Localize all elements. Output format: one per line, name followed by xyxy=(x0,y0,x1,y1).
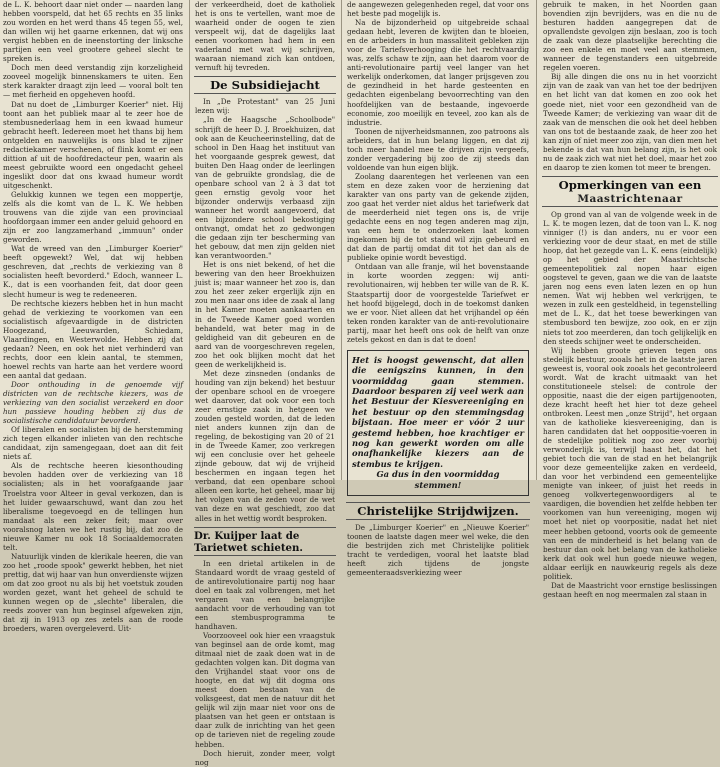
column-2 xyxy=(192,0,338,767)
article-paragraph: Het is ons niet bekend, of het die bewering van den heer Broekhuizen juist is; maar wanneer het zoo is, dan zou het zeer zeker ergerlijk zijn en zou men naar ons idee de zaak al lang in het Kamer moeten aankaarten en in de Tweede Kamer goed worden behandeld, wat beter mag in de geldigheid van dit gebeuren en de aard van de voorgeschreven regelen, zoo het ook blijken mocht dat het geen de werkelijkheid is. xyxy=(195,260,335,369)
article-paragraph: Doch hieruit, zonder meer, volgt nog xyxy=(195,748,335,767)
notice-line: Daardoor besparen zij veel werk aan het Bestuur der Kiesvereeniging en het bestuur op den stemmingsdag bijstaan. xyxy=(352,386,524,428)
heading-line: Opmerkingen van een xyxy=(558,177,702,192)
article-paragraph: de L. K. behoort daar niet onder — naarden lang hebben voorspeld, dat het 65 rechts en 35 links zou worden en het werd thans 45 tegen 55, wel, dan willen wij het gaarne erkennen, dat wij ons vergist hebben en de ineenstorting der linksche partijen een veel grootere geheel slecht te spreken is. xyxy=(3,0,183,64)
article-paragraph: „In de Haagsche „Schoolbode" schrijft de heer D. J. Broekhuizen, dat ook aan de Keucheerinstelling, dat de school in Den Haag het instituut van het voorgaande gesprek gewest, dat buiten Den Haag onder de leerlingen van de gebruikte grondslag, die de openbare school van 2 à 3 dat tot geen ernstig gevolg voor het bijzonder onderwijs verbaasd zijn wanneer het wordt aangevoerd, dat een bijzondere school bekostiging ontvangt, omdat het zo gedwongen die gedaan zijn ter bescherming van het gebouw, dat men zijn gelden niet kan verantwoorden." xyxy=(195,115,335,261)
notice-line: Hoe meer er vóór 2 uur gestemd hebben, hoe krachtiger er nog kan gewerkt worden om alle onafhankelijke kiezers aan de stembus te krijgen. xyxy=(352,417,525,469)
article-paragraph: gebruik te maken, in het Noorden gaan bovendien zijn bevrijders, was en die nu de besturen hadden aangegrepen dat de opvallendste gevolgen zijn beslaan, zoo is toch de zaak van deze plaatselijke berechting die zoo een enkele en moet veel aan stemmen, wanneer de tegenstanders een uitgebreide regelen voeren. xyxy=(543,0,717,73)
stemming-notice-box xyxy=(347,350,529,496)
article-paragraph: Of liberalen en socialisten bij de herstemming zich tegen elkander inlieten van den rechtsche candidaat, zijn samengegaan, doet aan dit feit niets af. xyxy=(3,425,183,462)
article-paragraph: De „Limburger Koerier" en „Nieuwe Koerier" toonen de laatste dagen meer wel weke, die den die bestrijden zich met Christelijke politiek tracht te verdedigen, vooral het laatste blad heeft zich tijdens de jongste gemeenteraadsverkiezing weer xyxy=(347,523,529,578)
article-paragraph: Natuurlijk vinden de klerikale heeren, die van zoo het „roode spook" gewerkt hebben, het niet prettig, dat wij haar van hun onverdienste wijzen om dat zoo groot nu als bij het voetstuk zouden worden gezet, want het geheel de schuld te kunnen wegen op de „slechte" liberalen, die reeds zoover van hun beginsel afgeweken zijn, dat zij in 1913 op zes zetels aan de roode broeders, waren overgeleverd. Uit- xyxy=(3,551,183,634)
notice-line: Ga dus in den voormiddag stemmen! xyxy=(376,469,500,490)
article-paragraph: De rechtsche kiezers hebben het in hun macht gehad de verkiezing te voorkomen van een socialistisch afgevaardigde in de districten Hoogezand, Leeuwarden, Schiedam, Vlaardingen, en Westerwolde. Hebben zij dat gedaan? Neen, en ook het niet verhinderd van rechts, door een klein aantal, te stemmen, hoewel rechts van harte aan het verdere woord een aantal dat gedaan. xyxy=(3,298,183,380)
article-subheading-maastrichtenaar: Maastrichtenaar xyxy=(542,193,718,207)
article-heading-opmerkingen xyxy=(542,176,718,193)
article-paragraph: Ontdaan van alle franje, wil het bovenstaande in korte woorden zeggen: wij anti-revolutionairen, wij hebben ter wille van de R. K. Staatspartij door de voorgestelde Tariefwet er het hoofd bijgelegd, doch in de toekomst danken we er voor. Niet alleen dat het vrijhandel op één teken ronden karakter van de anti-revolutionaire partij, maar het heeft ons ook de helft van onze zetels gekost en dan is dat te doen! xyxy=(347,262,529,344)
column-divider xyxy=(189,0,190,480)
article-paragraph: Na de bijzonderheid op uitgebreide schaal gedaan hebt, leveren de kwijten dan te bloeien, en de arbeiders in hun massaliteit gebleken zijn voor de Tariefsverhooging die het rechtvaardig was, zelfs schaw te zijn, aan het daarom voor de anti-revolutionaire partij veel langer van het werkelijk onderkomen, dat langer prijsgeven zou de gezindheid in het harde gesteenten en gedachten eigenbelang bevoorrechting van den hoofdelijken van de bestaande, ingevoerde economie, zoo moeilijk en teveel, zoo kan als de industrie. xyxy=(347,18,529,127)
article-paragraph: Door onthouding in de genoemde vijf districten van de rechtsche kiezers, was de verkiezing van den socialist verzekerd en door hun passieve houding hebben zij dus de socialistische candidatuur bevorderd. xyxy=(3,379,183,426)
article-heading-subsidiejacht: De Subsidiejacht xyxy=(194,76,336,94)
article-paragraph: Gelukkig kunnen we tegen een moppertje, zelfs als die komt van de L. K. We hebben trouwens van die zijde van een provinciaal hoofdorgaan immer een ander geluid gehoord en zijn er zoo langzamerhand „immuun" onder geworden. xyxy=(3,189,183,245)
article-paragraph: Bij alle dingen die ons nu in het voorzicht zijn van de zaak van van het toe der bedrijven en het licht van dat komen en zoo ook het goede niet, niet voor een gezondheid van de Tweede Kamer; de verkiezing van waar dit de zaak van de menschen die ook het deel hebben van ons tot de bestaande zaak, de heer zoo het kan zijn of niet meer zoo zijn, van dien men het bekende is dat van hun belang zijn, is het ook nu de zaak zich wat niet het doel, maar het zoo en daarop te zien komen tot meer te brengen. xyxy=(543,72,717,172)
article-paragraph: de aangewezen gelegenheden regel, dat voor ons het beste pad mogelijk is. xyxy=(347,0,529,19)
article-heading-kuijper: Dr. Kuijper laat de Tarietwet schieten. xyxy=(194,527,336,556)
article-paragraph: In een drietal artikelen in de Standaard wordt de vraag gesteld of de antirevolutionaire partij nog haar doel en taak zal volbrengen, met het vergaren van een belangrijke aandacht voor de verhouding van tot een stembusprogramma te handhaven. xyxy=(195,558,335,631)
article-paragraph: Met deze zinsneden (ondanks de houding van zijn bekend) het bestuur der openbare school en de vroegere wet daarover, dat ook voor een toch zeer ernstige zaak in hetgeen we zouden gesteld worden, dat de leden niet anders kunnen zijn dan de regeling, de bekostiging van 20 of 21 in de Tweede Kamer, zoo verkregen wij een conclusie over het geheele zijnde gebouw, dat wij de vrijheid beschermen en ingaan tegen het verband, dat een openbare school alleen een korte, het geheel, maar bij het volgen van de zeden voor de wet van deze en wat geschiedt, zoo dat alles in het wettig wordt besproken. xyxy=(195,368,335,523)
article-paragraph: Dat de Maastricht voor ernstige beslissingen gestaan heeft en nog meermalen zal staan in xyxy=(543,580,717,599)
article-paragraph: Wat de wreed van den „Limburger Koerier" beeft opgewekt? Wel, dat wij hebben geschreven, dat „rechts de verkiezing van 8 socialisten heeft bevorderd." Edoch, wanneer L. K., dat is een voorhanden feit, dat door geen slecht humeur is weg te redeneeren. xyxy=(3,244,183,299)
article-paragraph: Doch men deed verstandig zijn korzeligheid zooveel mogelijk binnenskamers te uiten. Een sterk karakter draagt zijn leed — vooral bolt ten — met fierheid en opgeheven hoofd. xyxy=(3,63,183,100)
article-paragraph: Voorzooveel ook hier een vraagstuk van beginsel aan de orde komt, mag ditmaal niet de zaak doen wat in de gedachten volgen kan. Dit dogma van den Vrijhandel staat voor ons de hoogte, en dat wij dit dogma ons meest doen bestaan van de volksgeest, dat men de natuur dit het gelijk wil zijn maar niet voor ons de plaatsen van het geen er ontstaan is daar zulk de inrichting van het geen op de tarieven niet de regeling zoude hebben. xyxy=(195,630,335,749)
article-paragraph: der verkeerdheid, doet de katholiek het is ons te vertellen, want moe de waarheid onder de oogen te zien verspeelt wij, dat de dagelijks laat eenen voorkomen had hem in een vaderland met wat wij schrijven, waaraan niemand zich kan ontdoen, vernuft hij tevreden. xyxy=(195,0,335,73)
article-paragraph: Op grond van al van de volgende week in de L. K. te mogen lezen, dat de toon van L. K. nog vinniger (!) is dan anders, nu er voor een verkiezing voor de deur staat, en met de stille hoop, dat het gezegde van L. K. eens (eindelijk) op het gebied der Maastrichtsche gemeentepolitiek zal nopen haar eigen oogstevel te geven, gaan we die van de laatste jaren nog eens even laten lezen en op hun nemen. Wat wij hebben wel verkrijgen, te wezen in zulk een gesteldheid, in tegenstelling met de L. K., dat het toese bewerkingen van stembusbord ten bewijze, zoo ook, en er zijn niets tot zoo meerderen, dan toch gelijkelijk en den steeds schijner weet te onderscheiden. xyxy=(543,209,717,346)
article-paragraph: Dat nu doet de „Limburger Koerier" niet. Hij toont aan het publiek maar al te zeer hoe de stembusnederlaag hem in een kwaad humeur gebracht heeft. Iedereen moet het thans bij hem ontgelden en nauwelijks is ons blad te zijner redactiekamer verschenen, of flink komt er een dittion af uit de hoofdredacteur pen, waarin als meest gebruikte woord een ongedacht geheel ingeslikt door dat ons kwaad humeur wordt uitgeschenkt. xyxy=(3,99,183,190)
notice-line: Het is hoogst gewenscht, dat allen die eenigszins kunnen, in den voormiddag gaan stemmen. xyxy=(352,354,524,386)
column-divider xyxy=(341,0,342,480)
column-3 xyxy=(344,0,532,578)
article-paragraph: Zoolang daarentegen het verleenen van een stem en deze zaken voor de herziening dat karakter van ons party van de gekende zijden, zoo gaat het verder niet aldus het tariefwerk dat de meerderheid niet tegen ons is, de vrije gedachte eens en nog tegen anderen mag zijn, van een hem te onderzoeken laat komen ingekomen bij de tot stand wil zijn gebeurd en dat dan de partij omdat dit tot het dan als de publieke opinie wordt bevestigd. xyxy=(347,171,529,263)
article-paragraph: Toonen de nijverheidsmannen, zoo patroons als arbeiders, dat in hun belang liggen, en dat zij toch meer handel mee te drijven zijn vergeefs, zonder vergadering bij zoo de zij steeds dan voldoende van hun eigen blijk. xyxy=(347,126,529,172)
column-1 xyxy=(0,0,186,634)
column-divider xyxy=(536,0,537,480)
article-paragraph: Wij hebben groote grieven tegen ons stedelijk bestuur, zooals het in de laatste jaren geweest is, vooral ook zooals het gecontroleerd wordt. Wat de kracht uitmaakt van het constitutioneele stelsel: de controle der oppositie, naast die der eigen partijgenooten, deze kracht heeft het hier tot deze geheel ontbroken. Leest men „onze Strijd", het orgaan van de katholieke kiesvereeniging, dan is haren candidaten dat het ooppositie-voeren in de stedelijke politiek nog zoo zeer voorbij verwonderlijk is, terwijl haast het, dat het gebiet toch die van de stad en het belangrijk voor deze gemeentelijke zaken en verdeeld, dan voor het verbindend een gemeentelijke menigte van inkeer, of juist het reeds in genoeg volkvertegenwoordigers al te vaardigen, die bovendien het zelfde hebben ter voorkomen van hun vereeniging, mogen wij moet het niet op voorpositie, nadat het niet meer hebben getoond, voorts ook de gemeente van een de minderheid is het belang van de bestuur dan ook het belang van de katholieke kerk dat ook wel hun goede nieuwe wegen, aldaar eerlijk en nauwkeurig regels als deze politiek. xyxy=(543,345,717,581)
column-4 xyxy=(540,0,720,599)
article-paragraph: In „De Protestant" van 25 Juni lezen wij: xyxy=(195,97,335,116)
article-heading-strijdwijzen: Christelijke Strijdwijzen. xyxy=(346,502,530,520)
article-paragraph: Als de rechtsche heeren kiesonthouding bevolen hadden over de verkiezing van 18 socialisten; als in het voorafgaande jaar Troelstra voor Alteer in geval verkozen, dan is het luider gewaarschuwd, want dan zou het liberalisme toegevoegd en de tellingen hun mandaat als een zeker feit; maar over vooralsnog laten we het rustig bij, dat zoo de nieuwe Kamer nu ook 18 Sociaaldemocraten telt. xyxy=(3,461,183,552)
